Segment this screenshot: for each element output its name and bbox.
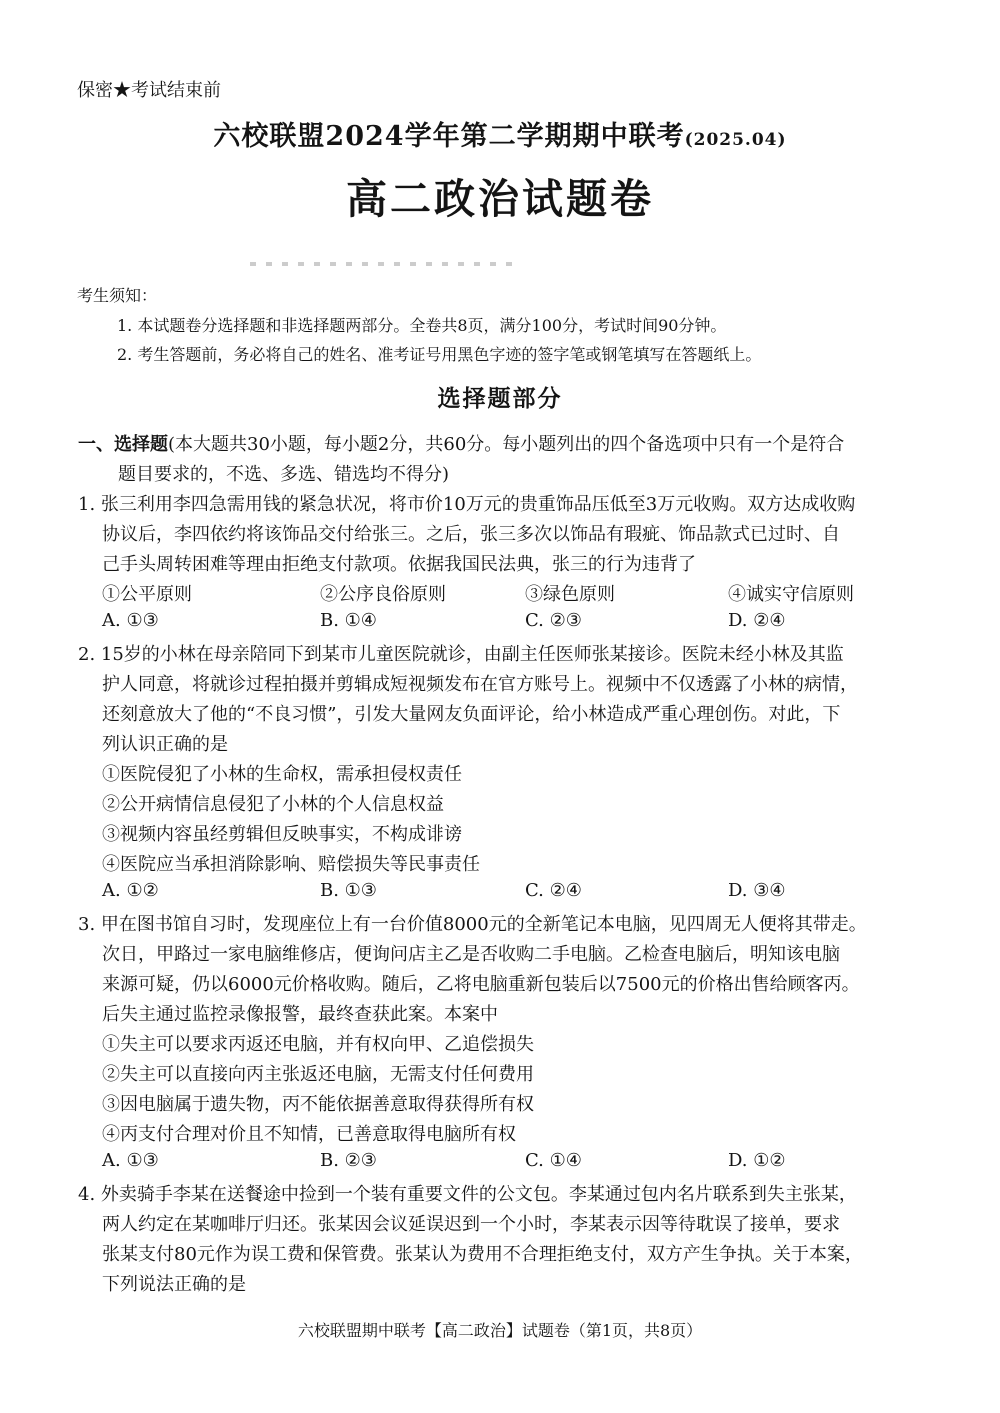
subject-title: 高二政治试题卷 (346, 175, 654, 223)
statement: ②公序良俗原则 (320, 584, 446, 605)
exam-date: (2025.04) (684, 130, 787, 150)
statement: ②公开病情信息侵犯了小林的个人信息权益 (102, 794, 444, 815)
question-4-line: 4. 外卖骑手李某在送餐途中捡到一个装有重要文件的公文包。李某通过包内名片联系到失主张某， (78, 1184, 857, 1205)
question-3-line: 后失主通过监控录像报警，最终查获此案。本案中 (102, 1004, 498, 1025)
question-4-line: 两人约定在某咖啡厅归还。张某因会议延误迟到一个小时，李某表示因等待耽误了接单，要求 (102, 1214, 840, 1235)
answer-option: A. ①③ (102, 610, 159, 631)
section-heading: 一、选择题 (78, 434, 168, 455)
answer-option: D. ③④ (728, 880, 786, 901)
statement: ④医院应当承担消除影响、赔偿损失等民事责任 (102, 854, 480, 875)
notice-item: 1. 本试题卷分选择题和非选择题两部分。全卷共8页，满分100分，考试时间90分钟。 (117, 316, 727, 335)
question-1-line: 协议后，李四依约将该饰品交付给张三。之后，张三多次以饰品有瑕疵、饰品款式已过时、自 (102, 524, 840, 545)
answer-option: A. ①② (102, 880, 159, 901)
answer-option: A. ①③ (102, 1150, 159, 1171)
question-2-line: 2. 15岁的小林在母亲陪同下到某市儿童医院就诊，由副主任医师张某接诊。医院未经小林及其监 (78, 644, 844, 665)
instruction-text: 题目要求的，不选、多选、错选均不得分) (118, 464, 450, 485)
exam-title (0, 114, 1000, 153)
statement: ③绿色原则 (525, 584, 615, 605)
answer-option: B. ①③ (320, 880, 377, 901)
statement: ④丙支付合理对价且不知情，已善意取得电脑所有权 (102, 1124, 516, 1145)
exam-title-text: 六校联盟2024学年第二学期期中联考 (213, 121, 685, 152)
question-4-line: 张某支付80元作为误工费和保管费。张某认为费用不合理拒绝支付，双方产生争执。关于本案， (102, 1244, 863, 1265)
answer-option: B. ②③ (320, 1150, 377, 1171)
statement: ①医院侵犯了小林的生命权，需承担侵权责任 (102, 764, 462, 785)
statement: ②失主可以直接向丙主张返还电脑，无需支付任何费用 (102, 1064, 534, 1085)
statement: ③视频内容虽经剪辑但反映事实，不构成诽谤 (102, 824, 462, 845)
page-footer: 六校联盟期中联考【高二政治】试题卷（第1页，共8页） (297, 1321, 703, 1340)
section-instruction (78, 430, 844, 456)
statement: ④诚实守信原则 (728, 584, 854, 605)
statement: ③因电脑属于遗失物，丙不能依据善意取得获得所有权 (102, 1094, 534, 1115)
question-3-line: 来源可疑，仍以6000元价格收购。随后，乙将电脑重新包装后以7500元的价格出售给顾客丙。 (102, 974, 860, 995)
answer-option: C. ①④ (525, 1150, 582, 1171)
question-2-line: 还刻意放大了他的“不良习惯”，引发大量网友负面评论，给小林造成严重心理创伤。对此，下 (102, 704, 841, 725)
notice-item: 2. 考生答题前，务必将自己的姓名、准考证号用黑色字迹的签字笔或钢笔填写在答题纸上。 (117, 345, 762, 364)
question-2-line: 护人同意，将就诊过程拍摄并剪辑成短视频发布在官方账号上。视频中不仅透露了小林的病情， (102, 674, 858, 695)
answer-option: D. ②④ (728, 610, 786, 631)
statement: ①公平原则 (102, 584, 192, 605)
confidential-mark: 保密★考试结束前 (77, 80, 221, 101)
question-1-line: 己手头周转困难等理由拒绝支付款项。依据我国民法典，张三的行为违背了 (102, 554, 696, 575)
question-3-line: 次日，甲路过一家电脑维修店，便询问店主乙是否收购二手电脑。乙检查电脑后，明知该电脑 (102, 944, 840, 965)
instruction-text: (本大题共30小题，每小题2分，共60分。每小题列出的四个备选项中只有一个是符合 (168, 434, 845, 455)
question-2-line: 列认识正确的是 (102, 734, 228, 755)
answer-option: B. ①④ (320, 610, 377, 631)
section-title: 选择题部分 (437, 385, 563, 412)
question-3-line: 3. 甲在图书馆自习时，发现座位上有一台价值8000元的全新笔记本电脑，见四周无人便将其带走。 (78, 914, 867, 935)
question-1-line: 1. 张三利用李四急需用钱的紧急状况，将市价10万元的贵重饰品压低至3万元收购。双方达成收购 (78, 494, 856, 515)
question-4-line: 下列说法正确的是 (102, 1274, 246, 1295)
answer-option: C. ②④ (525, 880, 582, 901)
statement: ①失主可以要求丙返还电脑，并有权向甲、乙追偿损失 (102, 1034, 534, 1055)
scan-smudge (250, 262, 520, 266)
notice-label: 考生须知： (77, 286, 158, 305)
answer-option: D. ①② (728, 1150, 786, 1171)
answer-option: C. ②③ (525, 610, 582, 631)
